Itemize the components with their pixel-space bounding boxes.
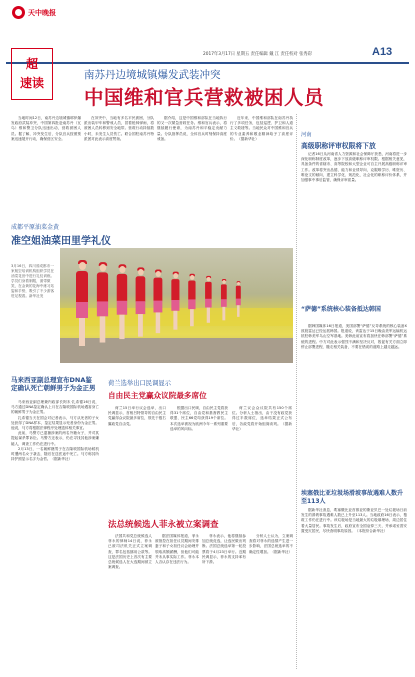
right-story-1-headline: 高级职称评审权限将下放 xyxy=(301,142,376,150)
trainee-figure xyxy=(95,264,110,346)
center-story-headline: 自由民主党赢众议院最多席位 xyxy=(108,391,207,400)
center-story-col-2: 根据出口民调，自由民主党将获得31个席位，自由党和基督教民主联盟、民主66党均获得19个席位。本次选举被视为欧洲今年一系列重要选举的风向标。 xyxy=(170,406,228,431)
bottom-story-col-4: 分析人士认为，立案调查将对菲永的选情产生进一步影响，法国总统选举的不确定性增加。（据新华社） xyxy=(249,534,293,554)
photo-caption: 3月16日，四川省成都市一家航空培训机构组织学员在油菜花田中进行礼仪训练。学员们身着制服，面带微笑，在金黄的花海中练习站姿和手势，吸引了不少游客驻足观看。新华社发 xyxy=(11,264,55,298)
column-divider xyxy=(296,114,297,669)
trainee-figure xyxy=(74,262,90,350)
trainee-figure xyxy=(204,277,213,325)
masthead-emblem-icon xyxy=(12,6,25,19)
masthead-logo xyxy=(6,6,62,32)
lead-headline: 中国维和官兵营救被困人员 xyxy=(84,86,325,109)
right-story-2-body: 据韩国媒体16日报道，美国部署“萨德”反导系统的核心装备X波段雷达已经运抵韩国。报道说，该雷达于15日晚由美军运输机运抵驻韩美军乌山空军基地。美韩此前宣布将加快在韩部署“萨德”系统的进程。中方对此表示强烈不满和坚决反对，敦促有关方面立即停止部署进程，撤走相关装备，不要在错误的道路上越走越远。 xyxy=(301,324,407,349)
right-story-2-headline: “萨德”系统核心装备抵达韩国 xyxy=(301,306,381,313)
right-story-3-headline: 埃塞俄比亚垃圾场滑坡事故遇难人数升至113人 xyxy=(301,490,404,505)
trainee-figure xyxy=(134,269,147,340)
center-story-col-1: 荷兰15日举行议会选举，出口民调显示，首相吕特领导的自由民主党赢得众议院最多席位，领先于极右翼政党自由党。 xyxy=(108,406,166,426)
section-badge-line-1: 超 xyxy=(25,57,38,71)
lead-body-col-2: 在冲突中，当地有多名平民被困，分队派出装甲车和警戒人员，冒着枪林弹雨，将被困人员转移到安全地带。营救行动持续数小时，未发生人员伤亡。联合国驻南苏丹特派团对此表示高度赞扬。 xyxy=(84,116,154,141)
center-story-col-3: 荷兰议会众议院共有150个席位。分析人士指出，由于没有政党获得过半数席位，选举结果正式公布后，各政党将开始组阁谈判。（据新华社） xyxy=(232,406,292,431)
photo-story-headline: 准空姐油菜田里学礼仪 xyxy=(11,236,111,247)
trainee-figure xyxy=(235,282,242,319)
masthead-name: 天中晚报 xyxy=(28,8,56,17)
lead-body-col-4: 近年来，中国维和部队在南苏丹执行了多项任务，包括巡逻、护卫和人道主义救援等。当地民众对中国维和官兵的专业素养和敬业精神给予了高度评价。（据新华社） xyxy=(230,116,293,141)
right-story-3-body: 据新华社消息，埃塞俄比亚首都亚的斯亚贝巴一处垃圾场日前发生的滑坡事故遇难人数已上升至113人。当地政府16日表示，搜救工作仍在进行中。该垃圾场是当地最大的垃圾填埋场，周边居住着大量居民。事故发生后，政府宣布全国哀悼三天，并承诺妥善安置受灾居民，尽快查明事故原因。（本报综合新华社） xyxy=(301,508,407,533)
section-badge xyxy=(11,48,53,100)
center-story-kicker: 荷兰选举出口民调显示 xyxy=(108,380,171,387)
header-info: 2017年3月17日 星期五 责任编辑 戴 江 责任校对 张秀彩 xyxy=(203,52,312,57)
page-number: A13 xyxy=(372,46,393,58)
bottom-story-col-1: 法国共和党总统候选人菲永的律师14日说，菲永已被司法机关正式立案调查，罪名包括挪用公款等。这是法国历史上首次有主要总统候选人在大选期间被立案调查。 xyxy=(108,534,152,570)
trainee-figure xyxy=(170,273,181,332)
trainee-figure xyxy=(187,275,197,329)
trainee-figure xyxy=(152,271,164,336)
photo-story-kicker: 成都平原油菜金黄 xyxy=(11,224,60,231)
lead-body-col-1: 当地时间12日，南苏丹边境城镇耶伊爆发政府武装冲突，中国第四批赴南苏丹（瓦乌）维和警卫分队迅速出动，营救被困人员。据了解，冲突发生后，分队官兵按照预案迅速展开行动，确保营区安全。 xyxy=(11,116,81,141)
section-badge-line-2: 速读 xyxy=(19,76,44,90)
header-rule xyxy=(6,62,409,64)
bottom-story-col-2: 据法国媒体报道，菲永被指控在担任议员期间安排妻子和子女担任议会助理并领取高额薪酬，但他们可能并未从事实际工作。菲永本人否认存在违法行为。 xyxy=(155,534,199,565)
right-story-1-kicker: 河南 xyxy=(301,132,312,138)
dna-story-headline: 马来西亚副总理宣布DNA鉴定确认死亡朝鲜男子为金正男 xyxy=(11,376,96,392)
lead-body-col-3: 据介绍，这是中国维和部队在当地执行的又一次紧急营救任务。维和官兵表示，将继续履行使命，为南苏丹和平稳定贡献力量。分队指挥员说，全体官兵时刻保持高度戒备。 xyxy=(157,116,227,141)
dna-story-body: 马来西亚副总理兼内政部长阿末·扎希德16日说，马方通过DNA鉴定确认上月在吉隆坡国际机场遇害身亡的朝鲜男子为金正男。 扎希德当天在国会对记者表示，马方从死者的子女处获得了DNA样本，鉴定结果显示死者身份为金正男。他说，马方将根据法律程序处理遗体相关事宜。 此前，马警方已逮捕涉案的两名外籍女子，并对其提起谋杀罪诉讼。马警方还表示，仍在寻找其他涉案嫌疑人，调查工作仍在进行中。 2月13日，一名朝鲜籍男子在吉隆坡国际机场候机时遭两名女子袭击，随后在送医途中死亡。马方称其所持护照显示名字为金哲。（据新华社） xyxy=(11,400,99,462)
trainee-figure xyxy=(115,266,129,343)
right-story-1-body: 记者16日从河南省人力资源和社会保障厅获悉，河南将进一步深化职称制度改革，逐步下放高级职称评审权限。根据相关意见，具备条件的省辖市、高等院校和大型企业可自主开展高级职称评审工作。改革将突出品德、能力和业绩导向，克服唯学历、唯资历、唯论文的倾向，建立科学化、规范化、社会化的职称评价体系，并加强事中事后监管，确保评审质量。 xyxy=(301,152,407,183)
news-photo xyxy=(60,248,293,363)
trainee-figure xyxy=(220,280,228,322)
lead-kicker: 南苏丹边境城镇爆发武装冲突 xyxy=(84,69,221,81)
bottom-story-col-3: 菲永表示，他将继续参加总统竞选，让选民做出判断。法国总统选举第一轮投票将于4月23日举行。近期民调显示，菲永的支持率有所下滑。 xyxy=(202,534,246,565)
bottom-story-headline: 法总统候选人菲永被立案调查 xyxy=(108,520,219,530)
